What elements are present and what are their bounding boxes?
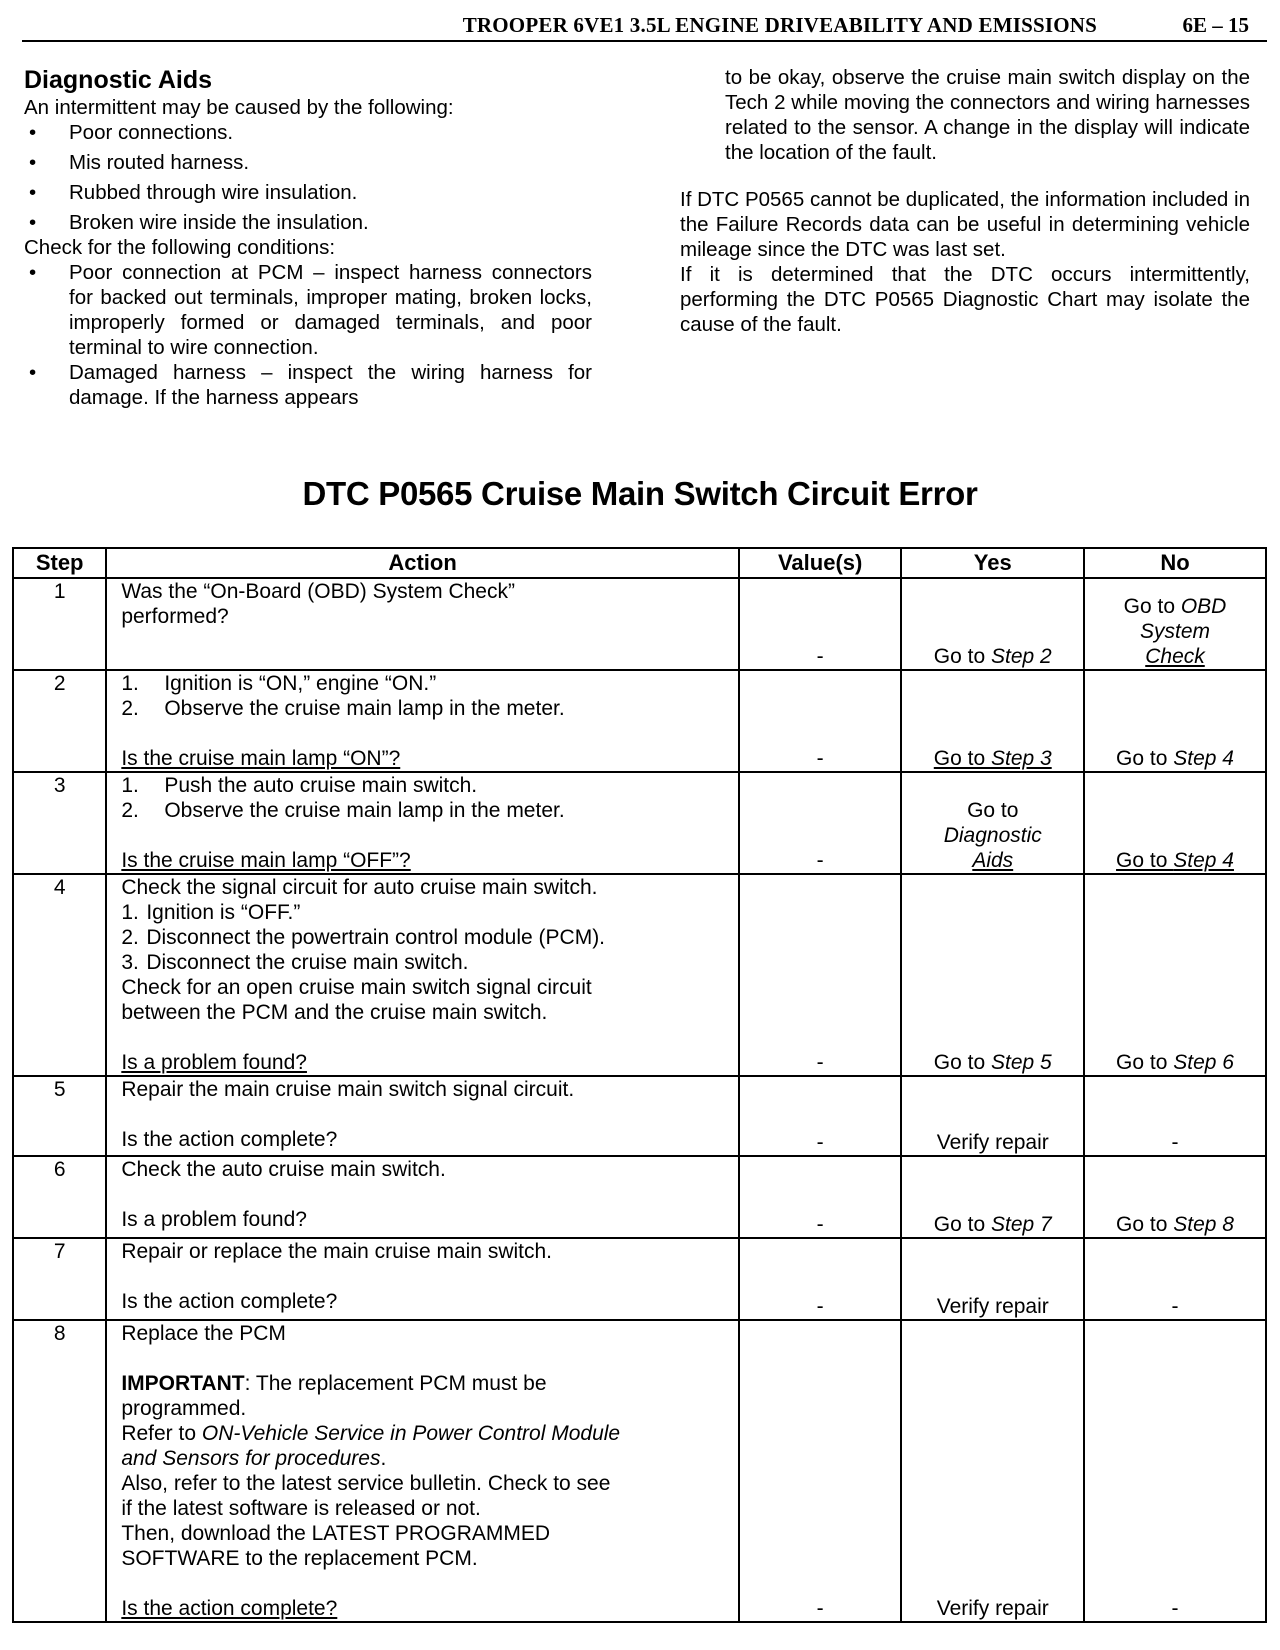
bullet-icon: • — [29, 121, 37, 144]
action-cell: 1. Push the auto cruise main switch. 2. Observe the cruise main lamp in the meter. Is the cruise main lamp “OFF”? — [106, 772, 739, 874]
causes-list — [24, 120, 592, 235]
bullet-icon: • — [29, 361, 37, 384]
step-number: 2 — [13, 670, 106, 772]
step-link[interactable]: Step 7 — [990, 1213, 1052, 1236]
list-item: • Rubbed through wire insulation. — [29, 181, 358, 204]
table-row — [13, 1320, 1266, 1622]
yes-cell: Go to Step 3 — [901, 670, 1084, 772]
intro-text: An intermittent may be caused by the following: — [24, 96, 454, 119]
step-link[interactable]: Step 8 — [1173, 1213, 1234, 1236]
bullet-icon: • — [29, 151, 37, 174]
action-cell: Repair the main cruise main switch signal circuit. Is the action complete? — [106, 1076, 739, 1156]
step-number: 5 — [13, 1076, 106, 1156]
step-number: 4 — [13, 874, 106, 1076]
action-cell: Repair or replace the main cruise main switch. Is the action complete? — [106, 1238, 739, 1320]
action-cell: Check the auto cruise main switch. Is a problem found? — [106, 1156, 739, 1238]
diagnostic-aids-left-column — [24, 65, 592, 415]
no-cell: Go to OBD System Check — [1084, 578, 1266, 670]
action-cell: Check the signal circuit for auto cruise main switch. 1. Ignition is “OFF.” 2. Disconnect the powertrain control module (PCM). 3. Disconnect the cruise main switch. Check for an open cruise main switch signal circuit between the PCM and the cruise main switch. Is a problem found? — [106, 874, 739, 1076]
action-cell: Was the “On-Board (OBD) System Check” performed? — [106, 578, 739, 670]
list-item: • Damaged harness – inspect the wiring harness for damage. If the harness appears — [29, 361, 592, 409]
column-header-step: Step — [13, 548, 106, 578]
value-cell: - — [739, 670, 902, 772]
page-number: 6E – 15 — [1182, 13, 1249, 37]
table-row — [13, 1076, 1266, 1156]
step-number: 3 — [13, 772, 106, 874]
step-number: 1 — [13, 578, 106, 670]
service-reference: ON-Vehicle Service in Power Control Module — [201, 1422, 621, 1445]
column-header-action: Action — [106, 548, 739, 578]
yes-cell: Go to Diagnostic Aids — [901, 772, 1084, 874]
section-title: Diagnostic Aids — [24, 66, 212, 94]
important-label: IMPORTANT — [121, 1372, 245, 1395]
intermittent-note: If it is determined that the DTC occurs intermittently, performing the DTC P0565 Diagnostic Chart may isolate the cause of the fault. — [680, 263, 1250, 336]
step-number: 7 — [13, 1238, 106, 1320]
continuation-text: to be okay, observe the cruise main switch display on the Tech 2 while moving the connectors and wiring harnesses related to the sensor. A change in the display will indicate the location of the fault. — [725, 66, 1250, 164]
bullet-icon: • — [29, 211, 37, 234]
yes-cell: Verify repair — [901, 1076, 1084, 1156]
step-link[interactable]: Step 6 — [1173, 1051, 1234, 1074]
diagnostic-table — [12, 547, 1267, 1623]
value-cell: - — [739, 578, 902, 670]
value-cell: - — [739, 1238, 902, 1320]
step-number: 8 — [13, 1320, 106, 1622]
yes-cell: Go to Step 5 — [901, 874, 1084, 1076]
no-cell: Go to Step 4 — [1084, 670, 1266, 772]
no-cell: Go to Step 6 — [1084, 874, 1266, 1076]
step-link[interactable]: Step 5 — [990, 1051, 1052, 1074]
step-number: 6 — [13, 1156, 106, 1238]
conditions-intro: Check for the following conditions: — [24, 236, 336, 259]
conditions-list — [24, 260, 592, 410]
duplication-note: If DTC P0565 cannot be duplicated, the information included in the Failure Records data can be useful in determining vehicle mileage since the DTC was last set. — [680, 188, 1250, 261]
header-title: TROOPER 6VE1 3.5L ENGINE DRIVEABILITY AND EMISSIONS — [462, 13, 1097, 37]
obd-check-link[interactable]: OBD — [1180, 595, 1227, 618]
value-cell: - — [739, 874, 902, 1076]
list-item: • Broken wire inside the insulation. — [29, 211, 369, 234]
no-cell: - — [1084, 1076, 1266, 1156]
yes-cell: Verify repair — [901, 1238, 1084, 1320]
table-row — [13, 1156, 1266, 1238]
table-row — [13, 772, 1266, 874]
diagnostic-aids-link[interactable]: Diagnostic — [943, 824, 1042, 847]
yes-cell: Verify repair — [901, 1320, 1084, 1622]
no-cell: Go to Step 8 — [1084, 1156, 1266, 1238]
column-header-values: Value(s) — [739, 548, 902, 578]
step-link[interactable]: Step 2 — [990, 645, 1052, 668]
list-item: • Poor connections. — [29, 121, 234, 144]
value-cell: - — [739, 1320, 902, 1622]
list-item: • Poor connection at PCM – inspect harness connectors for backed out terminals, improper mating, broken locks, improperly formed or damaged terminals, and poor terminal to wire connection. — [29, 261, 592, 359]
table-row — [13, 874, 1266, 1076]
chart-title: DTC P0565 Cruise Main Switch Circuit Error — [302, 475, 978, 512]
yes-cell: Go to Step 2 — [901, 578, 1084, 670]
value-cell: - — [739, 1076, 902, 1156]
step-link[interactable]: Step 4 — [1173, 849, 1234, 872]
list-item: • Mis routed harness. — [29, 151, 250, 174]
table-row — [13, 578, 1266, 670]
action-cell: Replace the PCM IMPORTANT: The replacement PCM must be programmed. Refer to ON-Vehicle Service in Power Control Module and Sensors for procedures. Also, refer to the latest service bulletin. Check to see if the latest software is released or not. Then, download the LATEST PROGRAMMED SOFTWARE to the replacement PCM. Is the action complete? — [106, 1320, 739, 1622]
no-cell: Go to Step 4 — [1084, 772, 1266, 874]
action-cell: 1. Ignition is “ON,” engine “ON.” 2. Observe the cruise main lamp in the meter. Is the cruise main lamp “ON”? — [106, 670, 739, 772]
step-link[interactable]: Step 4 — [1173, 747, 1234, 770]
yes-cell: Go to Step 7 — [901, 1156, 1084, 1238]
step-link[interactable]: Step 3 — [990, 747, 1052, 770]
table-header-row — [13, 548, 1266, 578]
table-row — [13, 1238, 1266, 1320]
no-cell: - — [1084, 1238, 1266, 1320]
no-cell: - — [1084, 1320, 1266, 1622]
value-cell: - — [739, 772, 902, 874]
value-cell: - — [739, 1156, 902, 1238]
page-header — [22, 10, 1267, 42]
bullet-icon: • — [29, 261, 37, 284]
column-header-yes: Yes — [901, 548, 1084, 578]
column-header-no: No — [1084, 548, 1266, 578]
table-row — [13, 670, 1266, 772]
bullet-icon: • — [29, 181, 37, 204]
diagnostic-aids-right-column — [680, 65, 1250, 337]
